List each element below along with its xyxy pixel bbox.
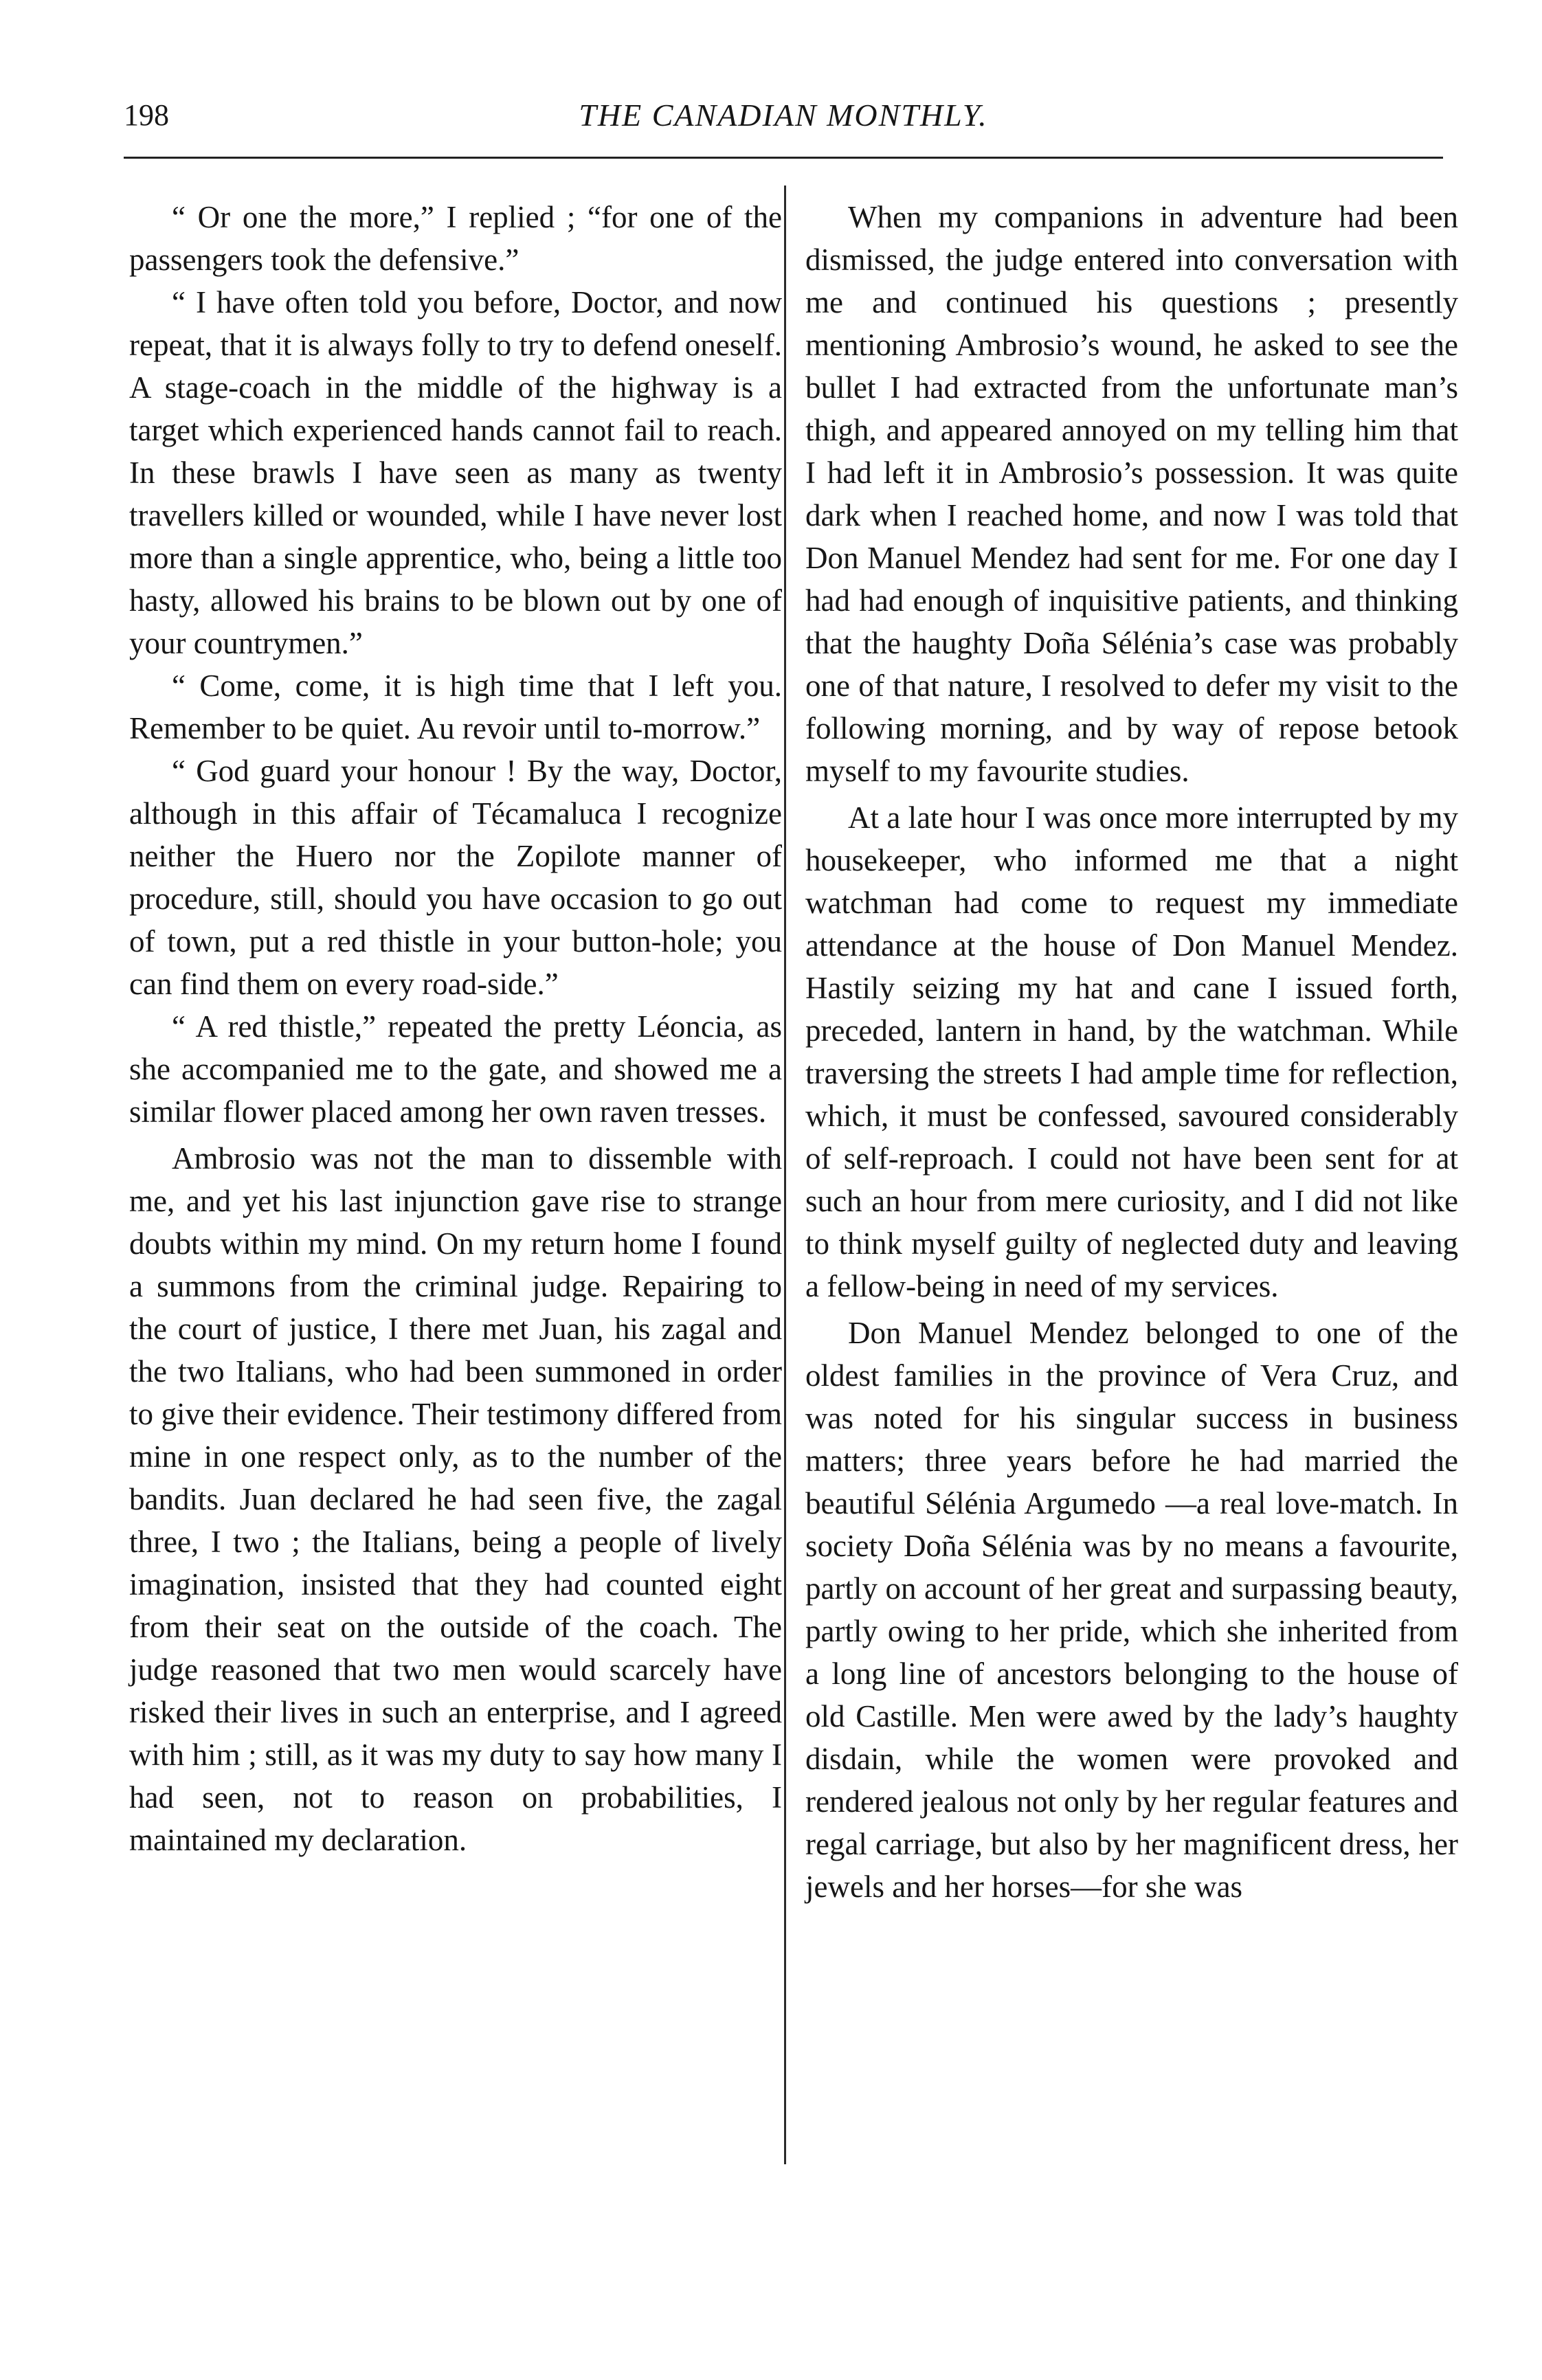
paragraph: Ambrosio was not the man to dissemble with me, and yet his last injunction gave rise to strange doubts within my mind. On my return home I found a summons from the criminal judge. Repairing to the court of justice, I there met Juan, his zagal and the two Italians, who had been summoned in order to give their evidence. Their testimony differed from mine in one respect only, as to the number of the bandits. Juan declared he had seen five, the zagal three, I two ; the Italians, being a people of lively imagination, insisted that they had counted eight from their seat on the outside of the coach. The judge reasoned that two men would scarcely have risked their lives in such an enterprise, and I agreed with him ; still, as it was my duty to say how many I had seen, not to reason on probabilities, I maintained my declaration. — [129, 1141, 782, 1857]
paragraph: “ God guard your honour ! By the way, Doctor, although in this affair of Técamaluca I recognize neither the Huero nor the Zopilote manner of procedure, still, should you have occasion to go out of town, put a red thistle in your button-hole; you can find them on every road-side.” — [129, 754, 782, 1001]
paragraph: “ I have often told you before, Doctor, and now repeat, that it is always folly to try to defend oneself. A stage-coach in the middle of the highway is a target which experienced hands cannot fail to reach. In these brawls I have seen as many as twenty travellers killed or wounded, while I have never lost more than a single apprentice, who, being a little too hasty, allowed his brains to be blown out by one of your countrymen.” — [129, 285, 782, 660]
paragraph: When my companions in adventure had been dismissed, the judge entered into conversation with me and continued his questions ; presently mentioning Ambrosio’s wound, he asked to see the bullet I had extracted from the unfortunate man’s thigh, and appeared annoyed on my telling him that I had left it in Ambrosio’s possession. It was quite dark when I reached home, and now I was told that Don Manuel Mendez had sent for me. For one day I had had enough of inquisitive patients, and thinking that the haughty Doña Sélénia’s case was probably one of that nature, I resolved to defer my visit to the following morning, and by way of repose betook myself to my favourite studies. — [805, 200, 1458, 788]
paragraph: “ A red thistle,” repeated the pretty Léoncia, as she accompanied me to the gate, and showed me a similar flower placed among her own raven tresses. — [129, 1009, 782, 1129]
running-header — [124, 88, 1443, 143]
paragraph: Don Manuel Mendez belonged to one of the oldest families in the province of Vera Cruz, and was noted for his singular success in business matters; three years before he had married the beautiful Sélénia Argumedo —a real love-match. In society Doña Sélénia was by no means a favourite, partly on account of her great and surpassing beauty, partly owing to her pride, which she inherited from a long line of ancestors belonging to the house of old Castille. Men were awed by the lady’s haughty disdain, while the women were provoked and rendered jealous not only by her regular features and regal carriage, but also by her magnificent dress, her jewels and her horses—for she was — [805, 1316, 1458, 1904]
page-number: 198 — [124, 98, 169, 132]
left-column — [129, 196, 782, 1861]
right-column — [805, 196, 1458, 1908]
header-rule — [124, 157, 1443, 159]
paragraph: At a late hour I was once more interrupted by my housekeeper, who informed me that a night watchman had come to request my immediate attendance at the house of Don Manuel Mendez. Hastily seizing my hat and cane I issued forth, preceded, lantern in hand, by the watchman. While traversing the streets I had ample time for reflection, which, it must be confessed, savoured considerably of self-reproach. I could not have been sent for at such an hour from mere curiosity, and I did not like to think myself guilty of neglected duty and leaving a fellow-being in need of my services. — [805, 800, 1458, 1303]
paragraph: “ Come, come, it is high time that I left you. Remember to be quiet. Au revoir until to-morrow.” — [129, 669, 782, 745]
paragraph: “ Or one the more,” I replied ; “for one of the passengers took the defensive.” — [129, 200, 782, 277]
running-title: THE CANADIAN MONTHLY. — [579, 98, 988, 133]
column-divider — [784, 186, 786, 2164]
